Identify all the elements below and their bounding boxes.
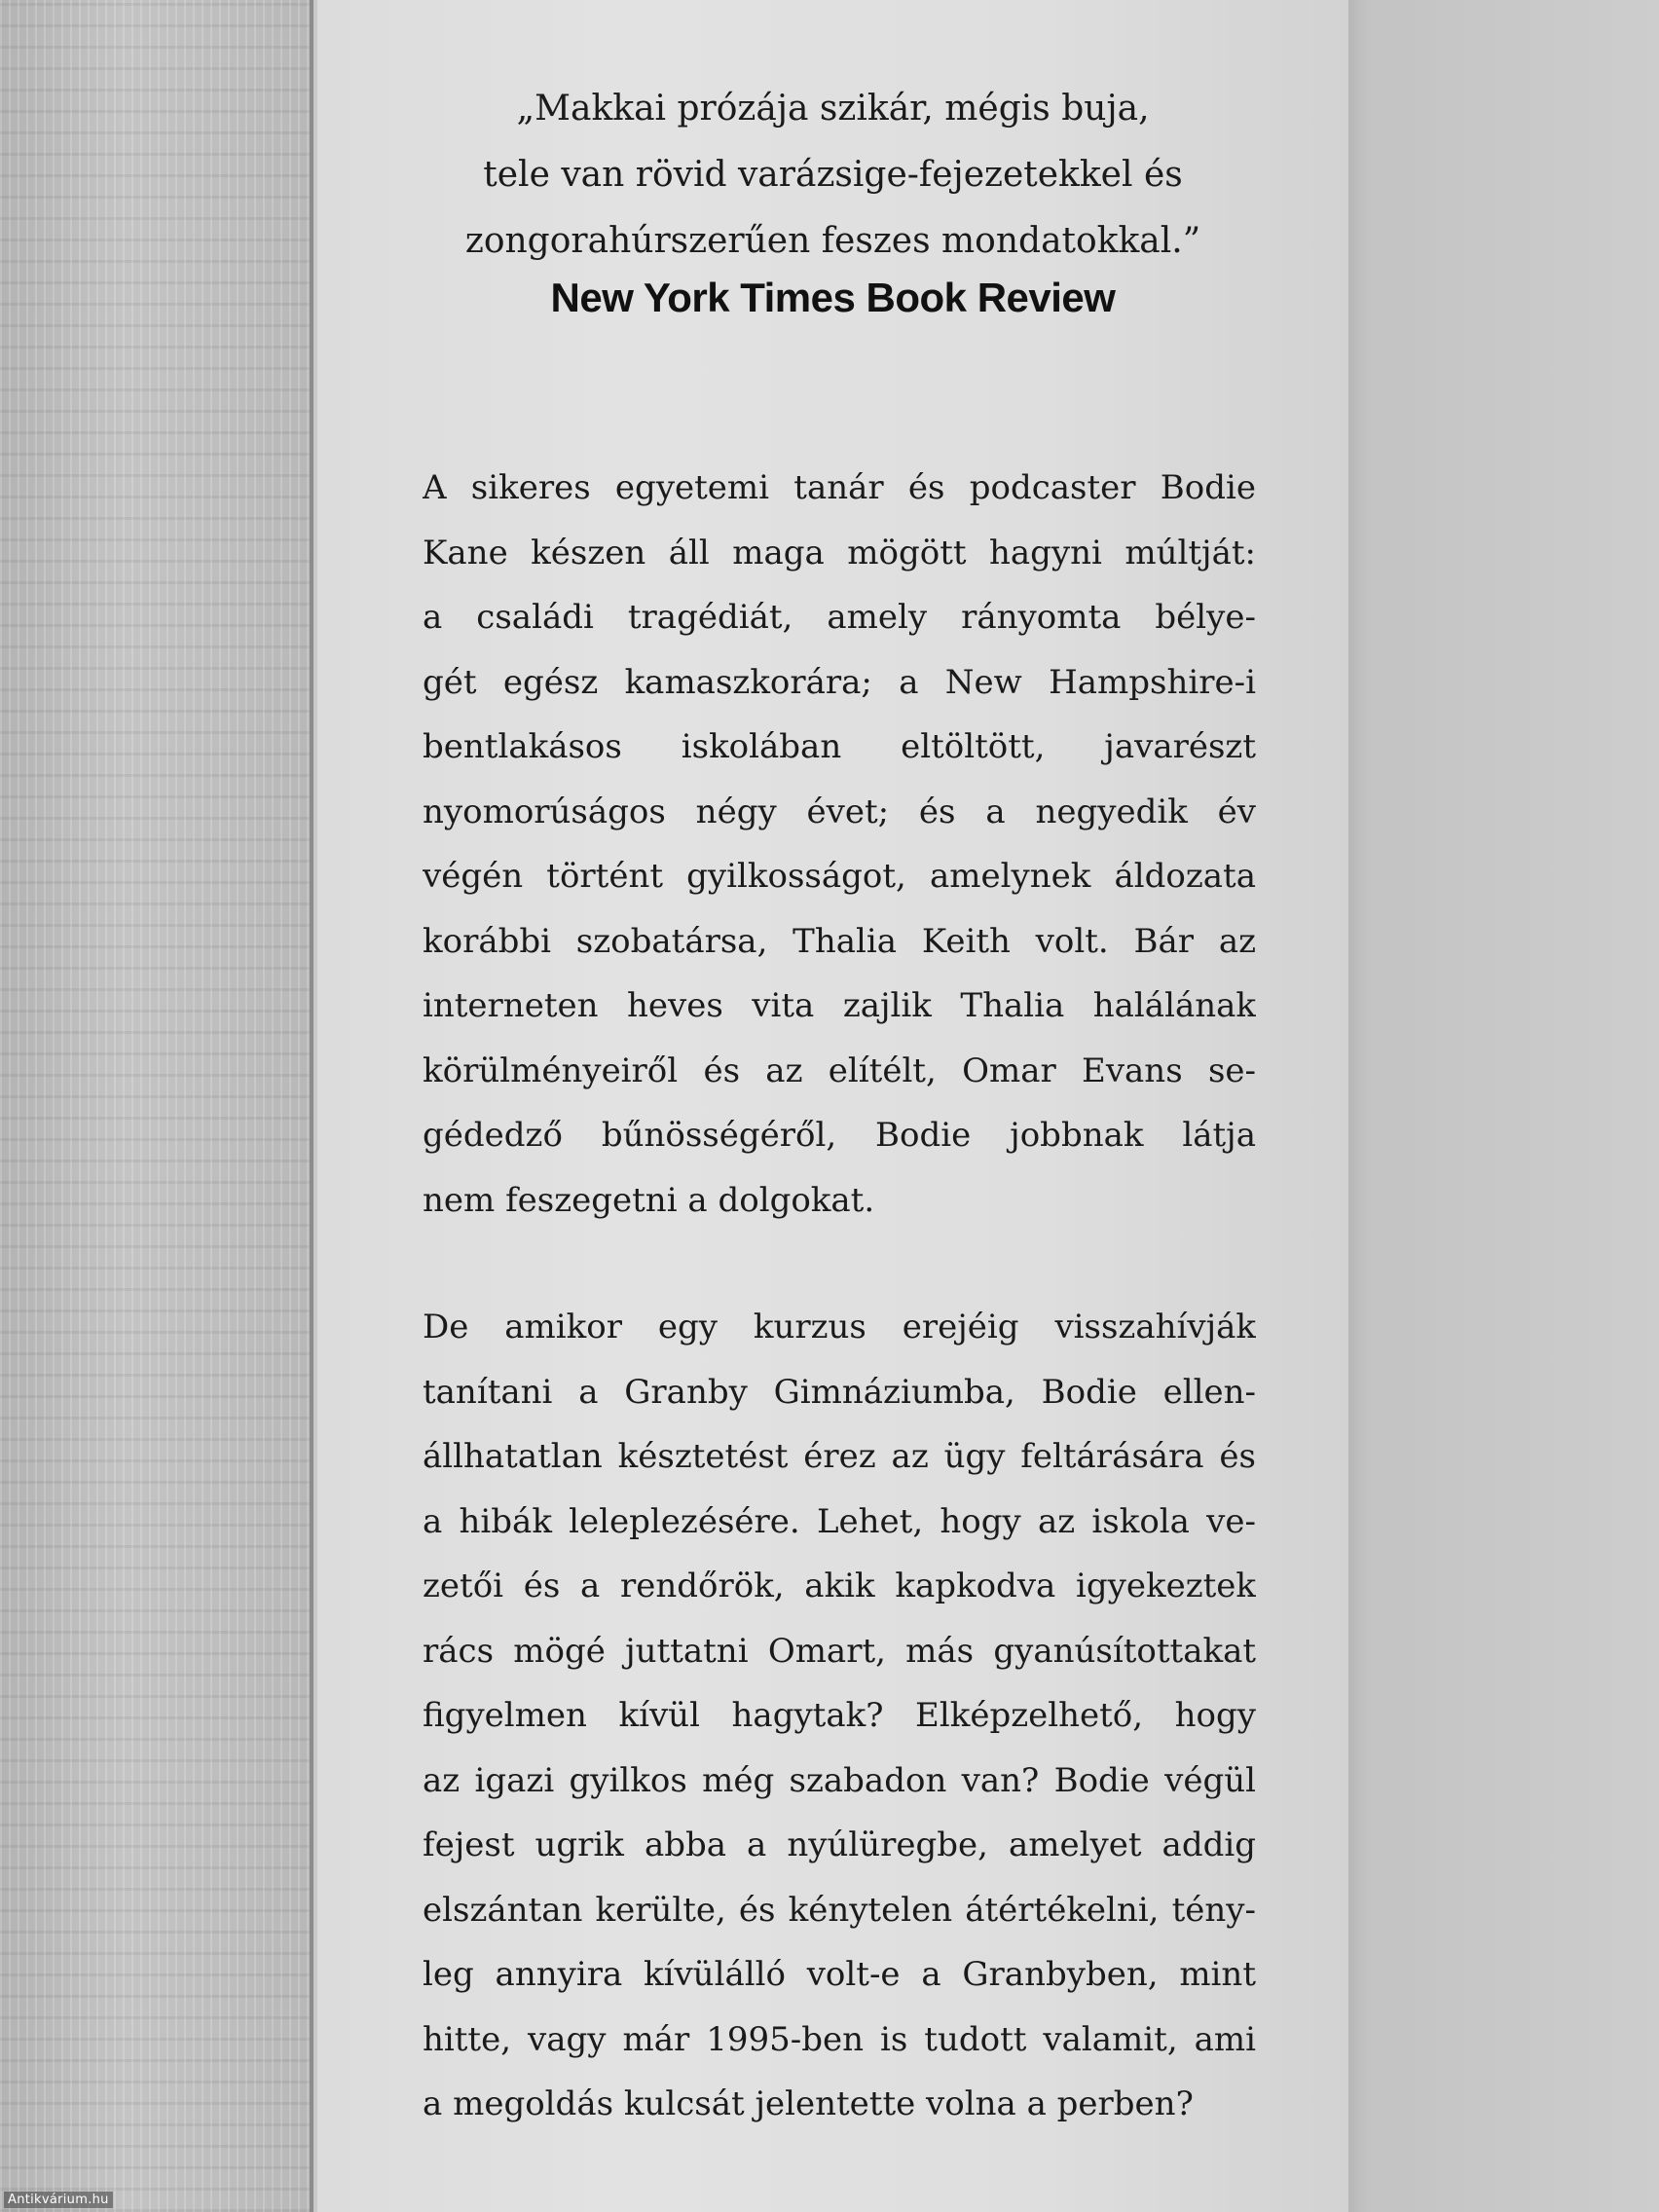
quote-line: tele van rövid varázsige-fejezetekkel és	[483, 155, 1183, 195]
quote-line: zongorahúrszerűen feszes mondatokkal.”	[464, 221, 1201, 261]
text-line: Kane készen áll maga mögött hagyni múltját:	[423, 533, 1256, 572]
text-line: figyelmen kívül hagytak? Elképzelhető, hogy	[423, 1696, 1256, 1735]
text-line: a családi tragédiát, amely rányomta bélye-	[423, 598, 1256, 637]
text-line: körülményeiről és az elítélt, Omar Evans se-	[423, 1051, 1256, 1090]
text-line: tanítani a Granby Gimnáziumba, Bodie ellen-	[423, 1372, 1256, 1412]
text-line: a megoldás kulcsát jelentette volna a perben?	[423, 2084, 1194, 2123]
background-fabric-left	[0, 0, 313, 2212]
blurb-paragraph-1	[423, 456, 1256, 1233]
background-surface-right	[1348, 0, 1659, 2212]
text-line: leg annyira kívülálló volt-e a Granbyben, mint	[423, 1955, 1256, 1994]
text-line: végén történt gyilkosságot, amelynek áldozata	[423, 857, 1256, 896]
text-line: elszántan kerülte, és kénytelen átértékelni, tény-	[423, 1890, 1256, 1930]
text-line: rács mögé juttatni Omart, más gyanúsítottakat	[423, 1631, 1256, 1671]
text-line: gédedző bűnösségéről, Bodie jobbnak látja	[423, 1116, 1256, 1155]
site-watermark: Antikvárium.hu	[4, 2192, 113, 2208]
text-line: nem feszegetni a dolgokat.	[423, 1180, 875, 1220]
text-line: a hibák leleplezésére. Lehet, hogy az iskola ve-	[423, 1501, 1256, 1541]
text-line: hitte, vagy már 1995-ben is tudott valamit, ami	[423, 2019, 1256, 2059]
quote-line: „Makkai prózája szikár, mégis buja,	[516, 89, 1150, 129]
quote-source: New York Times Book Review	[550, 275, 1116, 320]
text-line: fejest ugrik abba a nyúlüregbe, amelyet addig	[423, 1825, 1256, 1864]
book-back-cover	[317, 0, 1348, 2212]
text-line: zetői és a rendőrök, akik kapkodva igyekeztek	[423, 1567, 1256, 1605]
text-line: korábbi szobatársa, Thalia Keith volt. Bár az	[423, 921, 1256, 961]
text-line: bentlakásos iskolában eltöltött, javarészt	[423, 727, 1256, 766]
text-line: interneten heves vita zajlik Thalia halálának	[423, 986, 1256, 1025]
blurb-paragraph-2	[423, 1295, 1256, 2137]
text-line: A sikeres egyetemi tanár és podcaster Bodie	[423, 468, 1256, 507]
text-line: az igazi gyilkos még szabadon van? Bodie végül	[423, 1760, 1256, 1800]
text-line: állhatatlan késztetést érez az ügy feltárására és	[423, 1437, 1256, 1476]
text-line: De amikor egy kurzus erejéig visszahívják	[423, 1308, 1256, 1346]
text-line: gét egész kamaszkorára; a New Hampshire-i	[423, 662, 1256, 702]
review-quote	[317, 76, 1348, 275]
text-line: nyomorúságos négy évet; és a negyedik év	[423, 792, 1256, 831]
